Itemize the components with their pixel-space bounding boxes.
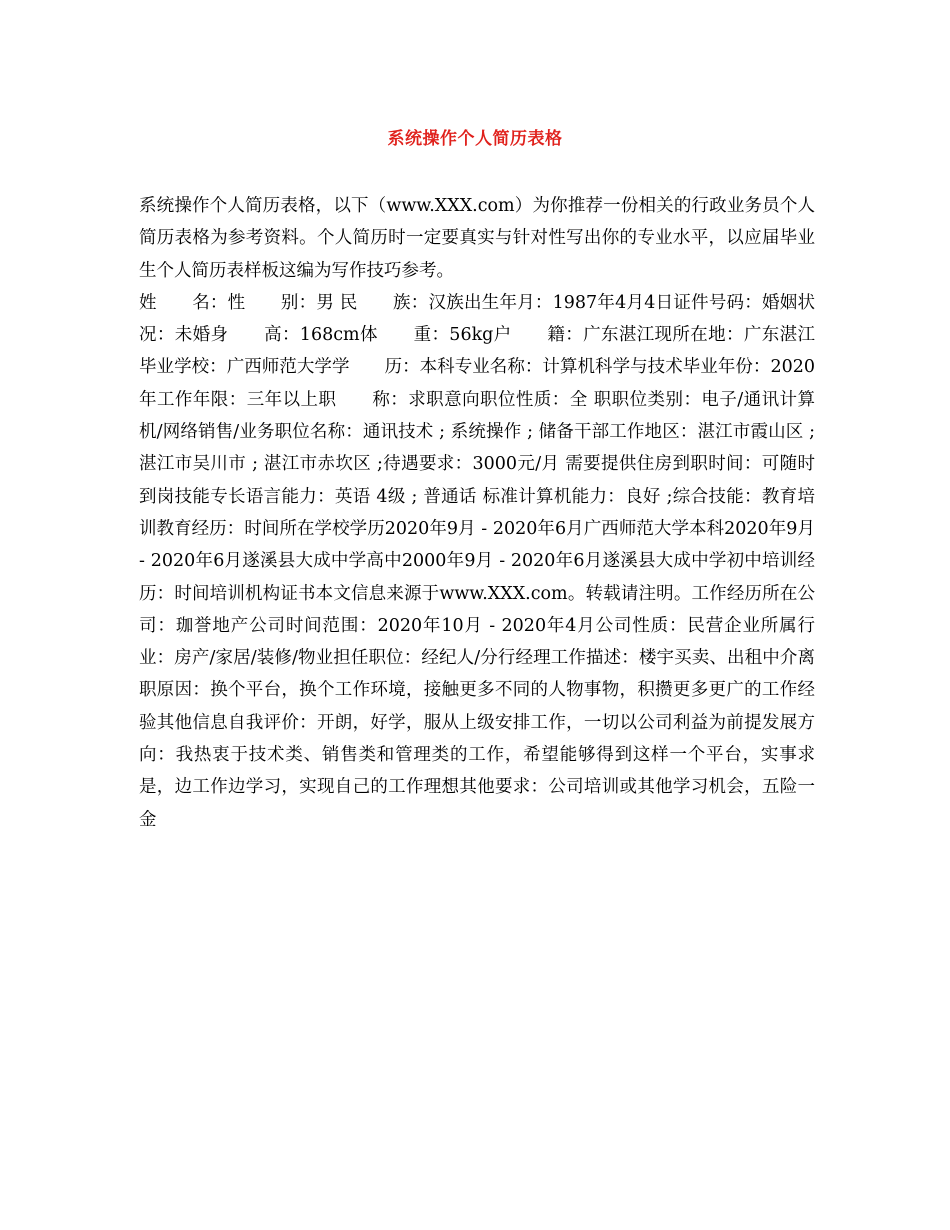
- resume-details-paragraph: 姓 名：性 别：男 民 族：汉族出生年月：1987年4月4日证件号码：婚姻状况：未婚身 高：168cm体 重：56kg户 籍：广东湛江现所在地：广东湛江毕业学校：广西师范大学学 历：本科专业名称：计算机科学与技术毕业年份：2020年工作年限：三年以上职 称：求职意向职位性质：全 职职位类别：电子/通讯计算机/网络销售/业务职位名称：通讯技术 ; 系统操作 ; 储备干部工作地区：湛江市霞山区 ; 湛江市吴川市 ; 湛江市赤坎区 ;待遇要求：3000元/月 需要提供住房到职时间：可随时到岗技能专长语言能力：英语 4级 ; 普通话 标准计算机能力：良好 ;综合技能：教育培训教育经历：时间所在学校学历2020年9月 - 2020年6月广西师范大学本科2020年9月 - 2020年6月遂溪县大成中学高中2000年9月 - 2020年6月遂溪县大成中学初中培训经历：时间培训机构证书本文信息来源于www.XXX.com。转载请注明。工作经历所在公司：珈誉地产公司时间范围：2020年10月 - 2020年4月公司性质：民营企业所属行业：房产/家居/装修/物业担任职位：经纪人/分行经理工作描述：楼宇买卖、出租中介离职原因：换个平台，换个工作环境，接触更多不同的人物事物，积攒更多更广的工作经验其他信息自我评价：开朗，好学，服从上级安排工作，一切以公司利益为前提发展方向：我热衷于技术类、销售类和管理类的工作，希望能够得到这样一个平台，实事求是，边工作边学习，实现自己的工作理想其他要求：公司培训或其他学习机会，五险一金: [139, 292, 815, 830]
- intro-paragraph: 系统操作个人简历表格，以下（www.XXX.com）为你推荐一份相关的行政业务员个人简历表格为参考资料。个人简历时一定要真实与针对性写出你的专业水平，以应届毕业生个人简历表样板这编为写作技巧参考。: [139, 196, 815, 281]
- document-title: 系统操作个人简历表格: [387, 129, 563, 149]
- document-body: [139, 190, 815, 836]
